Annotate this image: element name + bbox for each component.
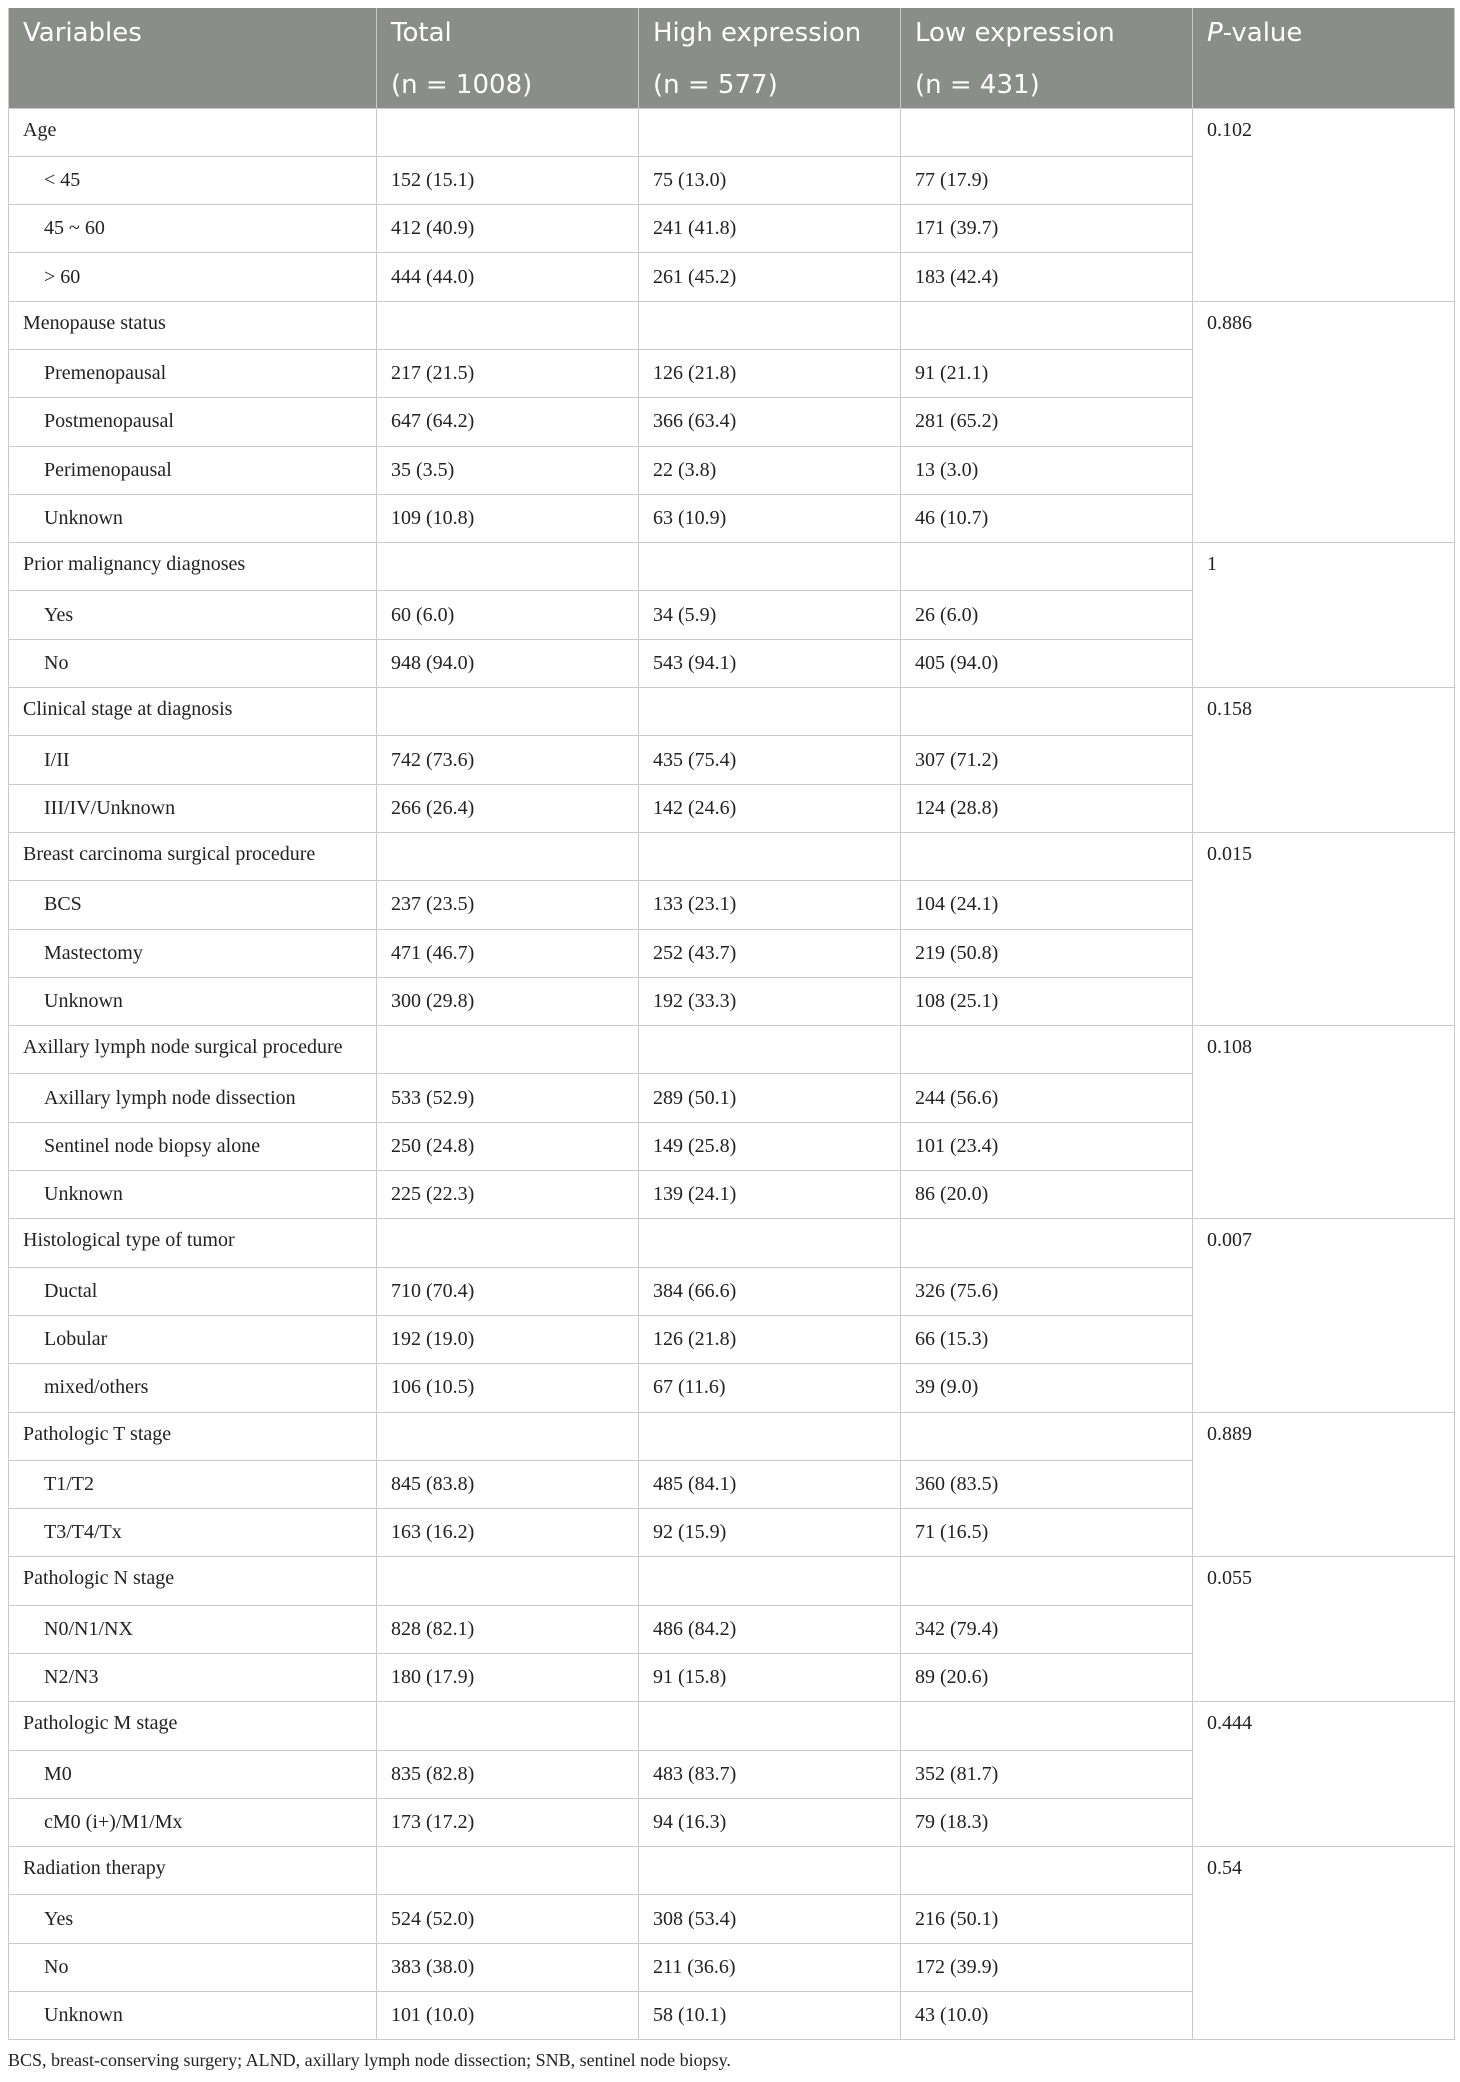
empty-cell (377, 1026, 639, 1074)
total-cell: 300 (29.8) (377, 977, 639, 1025)
subcategory-label: I/II (9, 736, 377, 784)
subcategory-label: T3/T4/Tx (9, 1509, 377, 1557)
subcategory-label: No (9, 1943, 377, 1991)
empty-cell (901, 1702, 1193, 1750)
subcategory-label: cM0 (i+)/M1/Mx (9, 1798, 377, 1846)
subcategory-label: T1/T2 (9, 1460, 377, 1508)
low-expression-cell: 77 (17.9) (901, 156, 1193, 204)
low-expression-cell: 46 (10.7) (901, 494, 1193, 542)
p-value-cell: 0.158 (1193, 688, 1455, 833)
empty-cell (901, 1847, 1193, 1895)
header-total: Total (n = 1008) (377, 8, 639, 108)
total-cell: 180 (17.9) (377, 1654, 639, 1702)
p-value-cell: 0.54 (1193, 1847, 1455, 2040)
empty-cell (377, 108, 639, 156)
low-expression-cell: 326 (75.6) (901, 1267, 1193, 1315)
subcategory-label: Axillary lymph node dissection (9, 1074, 377, 1122)
total-cell: 647 (64.2) (377, 398, 639, 446)
subcategory-label: Sentinel node biopsy alone (9, 1122, 377, 1170)
high-expression-cell: 126 (21.8) (639, 1315, 901, 1363)
low-expression-cell: 172 (39.9) (901, 1943, 1193, 1991)
empty-cell (377, 1847, 639, 1895)
low-expression-cell: 360 (83.5) (901, 1460, 1193, 1508)
p-value-cell: 1 (1193, 543, 1455, 688)
table-footnote: BCS, breast-conserving surgery; ALND, axillary lymph node dissection; SNB, sentinel node biopsy. (8, 2050, 731, 2071)
high-expression-cell: 366 (63.4) (639, 398, 901, 446)
category-label: Pathologic T stage (9, 1412, 377, 1460)
category-label: Histological type of tumor (9, 1219, 377, 1267)
empty-cell (377, 301, 639, 349)
subcategory-label: Mastectomy (9, 929, 377, 977)
empty-cell (901, 1557, 1193, 1605)
total-cell: 533 (52.9) (377, 1074, 639, 1122)
subcategory-label: N2/N3 (9, 1654, 377, 1702)
subcategory-label: Unknown (9, 494, 377, 542)
category-row (9, 1557, 1455, 1605)
empty-cell (377, 688, 639, 736)
category-label: Age (9, 108, 377, 156)
subcategory-label: Unknown (9, 977, 377, 1025)
high-expression-cell: 485 (84.1) (639, 1460, 901, 1508)
subcategory-label: < 45 (9, 156, 377, 204)
high-expression-cell: 142 (24.6) (639, 784, 901, 832)
low-expression-cell: 307 (71.2) (901, 736, 1193, 784)
low-expression-cell: 89 (20.6) (901, 1654, 1193, 1702)
total-cell: 173 (17.2) (377, 1798, 639, 1846)
high-expression-cell: 133 (23.1) (639, 881, 901, 929)
empty-cell (639, 1702, 901, 1750)
high-expression-cell: 58 (10.1) (639, 1992, 901, 2040)
empty-cell (639, 1412, 901, 1460)
high-expression-cell: 308 (53.4) (639, 1895, 901, 1943)
empty-cell (901, 1026, 1193, 1074)
empty-cell (377, 832, 639, 880)
low-expression-cell: 352 (81.7) (901, 1750, 1193, 1798)
category-label: Axillary lymph node surgical procedure (9, 1026, 377, 1074)
p-value-cell: 0.102 (1193, 108, 1455, 301)
total-cell: 109 (10.8) (377, 494, 639, 542)
header-p-value: P-value (1193, 8, 1455, 108)
total-cell: 250 (24.8) (377, 1122, 639, 1170)
subcategory-label: Yes (9, 591, 377, 639)
p-value-cell: 0.108 (1193, 1026, 1455, 1219)
high-expression-cell: 543 (94.1) (639, 639, 901, 687)
empty-cell (639, 1847, 901, 1895)
p-value-cell: 0.055 (1193, 1557, 1455, 1702)
category-label: Pathologic N stage (9, 1557, 377, 1605)
category-label: Breast carcinoma surgical procedure (9, 832, 377, 880)
low-expression-cell: 43 (10.0) (901, 1992, 1193, 2040)
category-row (9, 1702, 1455, 1750)
subcategory-label: Postmenopausal (9, 398, 377, 446)
total-cell: 266 (26.4) (377, 784, 639, 832)
high-expression-cell: 92 (15.9) (639, 1509, 901, 1557)
subcategory-label: Yes (9, 1895, 377, 1943)
empty-cell (639, 1557, 901, 1605)
p-value-cell: 0.007 (1193, 1219, 1455, 1412)
total-cell: 35 (3.5) (377, 446, 639, 494)
low-expression-cell: 108 (25.1) (901, 977, 1193, 1025)
category-label: Clinical stage at diagnosis (9, 688, 377, 736)
high-expression-cell: 94 (16.3) (639, 1798, 901, 1846)
subcategory-label: III/IV/Unknown (9, 784, 377, 832)
high-expression-cell: 149 (25.8) (639, 1122, 901, 1170)
category-row (9, 108, 1455, 156)
low-expression-cell: 39 (9.0) (901, 1364, 1193, 1412)
total-cell: 710 (70.4) (377, 1267, 639, 1315)
subcategory-label: M0 (9, 1750, 377, 1798)
empty-cell (901, 108, 1193, 156)
header-low-expression: Low expression (n = 431) (901, 8, 1193, 108)
empty-cell (377, 1219, 639, 1267)
high-expression-cell: 241 (41.8) (639, 205, 901, 253)
total-cell: 845 (83.8) (377, 1460, 639, 1508)
category-row (9, 832, 1455, 880)
p-value-cell: 0.015 (1193, 832, 1455, 1025)
total-cell: 444 (44.0) (377, 253, 639, 301)
subcategory-label: Perimenopausal (9, 446, 377, 494)
total-cell: 192 (19.0) (377, 1315, 639, 1363)
total-cell: 383 (38.0) (377, 1943, 639, 1991)
high-expression-cell: 486 (84.2) (639, 1605, 901, 1653)
header-variables: Variables (9, 8, 377, 108)
p-value-cell: 0.886 (1193, 301, 1455, 542)
empty-cell (901, 1219, 1193, 1267)
total-cell: 152 (15.1) (377, 156, 639, 204)
category-row (9, 1847, 1455, 1895)
subcategory-label: 45 ~ 60 (9, 205, 377, 253)
low-expression-cell: 71 (16.5) (901, 1509, 1193, 1557)
total-cell: 106 (10.5) (377, 1364, 639, 1412)
empty-cell (639, 301, 901, 349)
low-expression-cell: 219 (50.8) (901, 929, 1193, 977)
total-cell: 101 (10.0) (377, 1992, 639, 2040)
category-row (9, 688, 1455, 736)
category-row (9, 543, 1455, 591)
high-expression-cell: 192 (33.3) (639, 977, 901, 1025)
subcategory-label: mixed/others (9, 1364, 377, 1412)
total-cell: 471 (46.7) (377, 929, 639, 977)
empty-cell (901, 688, 1193, 736)
category-row (9, 1412, 1455, 1460)
high-expression-cell: 252 (43.7) (639, 929, 901, 977)
low-expression-cell: 66 (15.3) (901, 1315, 1193, 1363)
empty-cell (639, 1219, 901, 1267)
category-row (9, 301, 1455, 349)
high-expression-cell: 483 (83.7) (639, 1750, 901, 1798)
low-expression-cell: 281 (65.2) (901, 398, 1193, 446)
total-cell: 524 (52.0) (377, 1895, 639, 1943)
empty-cell (639, 108, 901, 156)
table-container (8, 8, 1454, 2071)
characteristics-table (8, 8, 1455, 2040)
subcategory-label: Premenopausal (9, 349, 377, 397)
high-expression-cell: 139 (24.1) (639, 1171, 901, 1219)
header-high-expression: High expression (n = 577) (639, 8, 901, 108)
total-cell: 225 (22.3) (377, 1171, 639, 1219)
subcategory-label: Unknown (9, 1171, 377, 1219)
empty-cell (639, 543, 901, 591)
subcategory-label: Ductal (9, 1267, 377, 1315)
subcategory-label: Lobular (9, 1315, 377, 1363)
total-cell: 835 (82.8) (377, 1750, 639, 1798)
high-expression-cell: 63 (10.9) (639, 494, 901, 542)
empty-cell (901, 1412, 1193, 1460)
subcategory-label: > 60 (9, 253, 377, 301)
high-expression-cell: 34 (5.9) (639, 591, 901, 639)
subcategory-label: Unknown (9, 1992, 377, 2040)
high-expression-cell: 75 (13.0) (639, 156, 901, 204)
high-expression-cell: 22 (3.8) (639, 446, 901, 494)
low-expression-cell: 171 (39.7) (901, 205, 1193, 253)
total-cell: 742 (73.6) (377, 736, 639, 784)
category-label: Pathologic M stage (9, 1702, 377, 1750)
total-cell: 163 (16.2) (377, 1509, 639, 1557)
high-expression-cell: 211 (36.6) (639, 1943, 901, 1991)
total-cell: 237 (23.5) (377, 881, 639, 929)
low-expression-cell: 244 (56.6) (901, 1074, 1193, 1122)
subcategory-label: No (9, 639, 377, 687)
empty-cell (377, 1702, 639, 1750)
high-expression-cell: 67 (11.6) (639, 1364, 901, 1412)
total-cell: 948 (94.0) (377, 639, 639, 687)
high-expression-cell: 261 (45.2) (639, 253, 901, 301)
high-expression-cell: 384 (66.6) (639, 1267, 901, 1315)
low-expression-cell: 342 (79.4) (901, 1605, 1193, 1653)
header-row (9, 8, 1455, 108)
high-expression-cell: 91 (15.8) (639, 1654, 901, 1702)
empty-cell (901, 832, 1193, 880)
empty-cell (377, 1412, 639, 1460)
total-cell: 60 (6.0) (377, 591, 639, 639)
total-cell: 828 (82.1) (377, 1605, 639, 1653)
low-expression-cell: 183 (42.4) (901, 253, 1193, 301)
category-label: Menopause status (9, 301, 377, 349)
subcategory-label: BCS (9, 881, 377, 929)
low-expression-cell: 86 (20.0) (901, 1171, 1193, 1219)
low-expression-cell: 104 (24.1) (901, 881, 1193, 929)
empty-cell (901, 543, 1193, 591)
low-expression-cell: 124 (28.8) (901, 784, 1193, 832)
low-expression-cell: 216 (50.1) (901, 1895, 1193, 1943)
category-label: Prior malignancy diagnoses (9, 543, 377, 591)
total-cell: 217 (21.5) (377, 349, 639, 397)
empty-cell (377, 1557, 639, 1605)
category-row (9, 1219, 1455, 1267)
empty-cell (639, 832, 901, 880)
p-value-cell: 0.444 (1193, 1702, 1455, 1847)
high-expression-cell: 289 (50.1) (639, 1074, 901, 1122)
table-body (9, 108, 1455, 2040)
low-expression-cell: 26 (6.0) (901, 591, 1193, 639)
total-cell: 412 (40.9) (377, 205, 639, 253)
category-row (9, 1026, 1455, 1074)
low-expression-cell: 101 (23.4) (901, 1122, 1193, 1170)
subcategory-label: N0/N1/NX (9, 1605, 377, 1653)
low-expression-cell: 13 (3.0) (901, 446, 1193, 494)
high-expression-cell: 126 (21.8) (639, 349, 901, 397)
low-expression-cell: 79 (18.3) (901, 1798, 1193, 1846)
low-expression-cell: 405 (94.0) (901, 639, 1193, 687)
empty-cell (639, 688, 901, 736)
low-expression-cell: 91 (21.1) (901, 349, 1193, 397)
category-label: Radiation therapy (9, 1847, 377, 1895)
p-value-cell: 0.889 (1193, 1412, 1455, 1557)
high-expression-cell: 435 (75.4) (639, 736, 901, 784)
empty-cell (901, 301, 1193, 349)
empty-cell (377, 543, 639, 591)
empty-cell (639, 1026, 901, 1074)
